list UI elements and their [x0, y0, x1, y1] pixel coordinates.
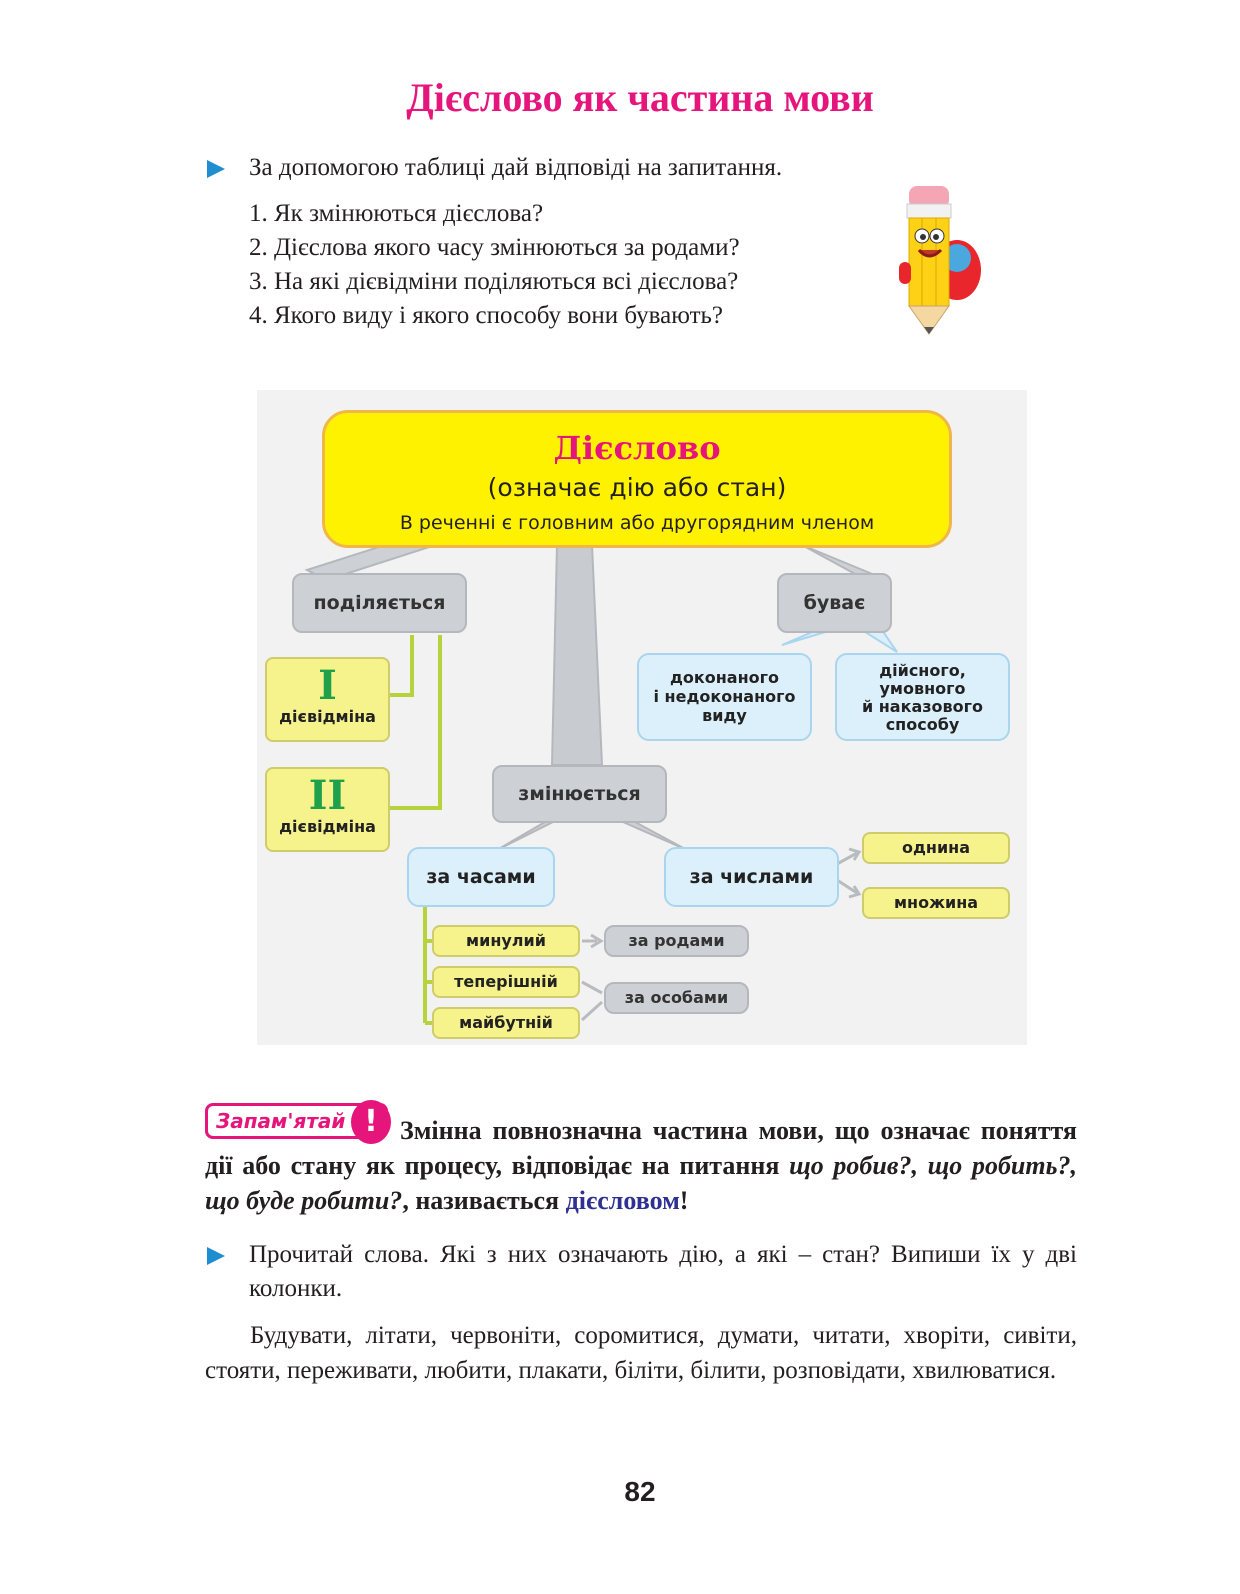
task1-instruction: За допомогою таблиці дай відповіді на запитання.: [249, 154, 783, 181]
rule-start: Змінна повнозначна частина мови, що означає поняття дії або стану як процесу, відповідає на питання: [205, 1116, 1077, 1180]
rule-questions: що робив?, що робить?, що буде робити?: [205, 1151, 1077, 1215]
rule-term: дієсловом: [565, 1186, 680, 1215]
mood-box: [835, 653, 1010, 741]
task2-word-list: Будувати, літати, червоніти, соромитися, думати, читати, хворіти, сивіти, стояти, переживати, любити, плакати, біліти, білити, розповідати, хвилюватися.: [205, 1322, 1077, 1384]
bullet-arrow-icon: [207, 1247, 225, 1265]
plural-box: множина: [862, 887, 1010, 919]
by-tense-box: за часами: [407, 847, 555, 907]
verb-rule: [205, 1113, 1077, 1218]
bullet-arrow-icon: [207, 160, 225, 178]
future-tense-box: майбутній: [432, 1007, 580, 1039]
question-item: 1. Як змінюються дієслова?: [249, 200, 544, 227]
conjugation-2-label: дієвідміна: [279, 817, 376, 836]
present-tense-box: теперішній: [432, 966, 580, 998]
aspect-line: доконаного: [669, 668, 779, 687]
aspect-line: і недоконаного: [653, 687, 796, 706]
page-title: Дієслово як частина мови: [406, 75, 874, 120]
verb-heading: Дієслово: [553, 429, 721, 467]
singular-box: однина: [862, 832, 1010, 864]
remember-label: Запам'ятай: [216, 1109, 346, 1133]
changes-box: змінюється: [492, 765, 667, 823]
by-gender-box: за родами: [604, 925, 749, 957]
verb-definition-box: [322, 410, 952, 548]
task1-questions: [249, 197, 869, 333]
conjugation-2-number: II: [308, 772, 347, 819]
question-item: 4. Якого виду і якого способу вони бувають?: [249, 302, 723, 329]
question-item: 3. На які дієвідміни поділяються всі дієслова?: [249, 268, 739, 295]
pencil-mascot-icon: [895, 178, 985, 340]
verb-syntax-role: В реченні є головним або другорядним членом: [399, 512, 875, 534]
question-item: 2. Дієслова якого часу змінюються за родами?: [249, 234, 740, 261]
by-number-box: за числами: [664, 847, 839, 907]
conjugation-1-label: дієвідміна: [279, 707, 376, 726]
mood-line: й наказового: [861, 697, 984, 716]
rule-mid: , називається: [402, 1186, 566, 1215]
past-tense-box: минулий: [432, 925, 580, 957]
aspect-box: [637, 653, 812, 741]
conjugation-1-box: [265, 657, 390, 742]
mood-line: способу: [885, 715, 960, 734]
task2-instruction: Прочитай слова. Які з них означають дію, а які – стан? Випиши їх у дві колонки.: [249, 1241, 1077, 1302]
verb-meaning: (означає дію або стан): [487, 473, 787, 502]
conjugation-2-box: [265, 767, 390, 852]
rule-end: !: [679, 1186, 689, 1215]
divides-box: поділяється: [292, 573, 467, 633]
verb-diagram: [257, 390, 1027, 1045]
mood-line: умовного: [879, 679, 966, 698]
mood-line: дійсного,: [879, 661, 966, 680]
page-number: 82: [624, 1476, 656, 1507]
happens-box: буває: [777, 573, 892, 633]
exclamation-icon: !: [351, 1100, 391, 1144]
by-person-box: за особами: [604, 982, 749, 1014]
aspect-line: виду: [702, 706, 747, 725]
conjugation-1-number: I: [318, 662, 337, 709]
